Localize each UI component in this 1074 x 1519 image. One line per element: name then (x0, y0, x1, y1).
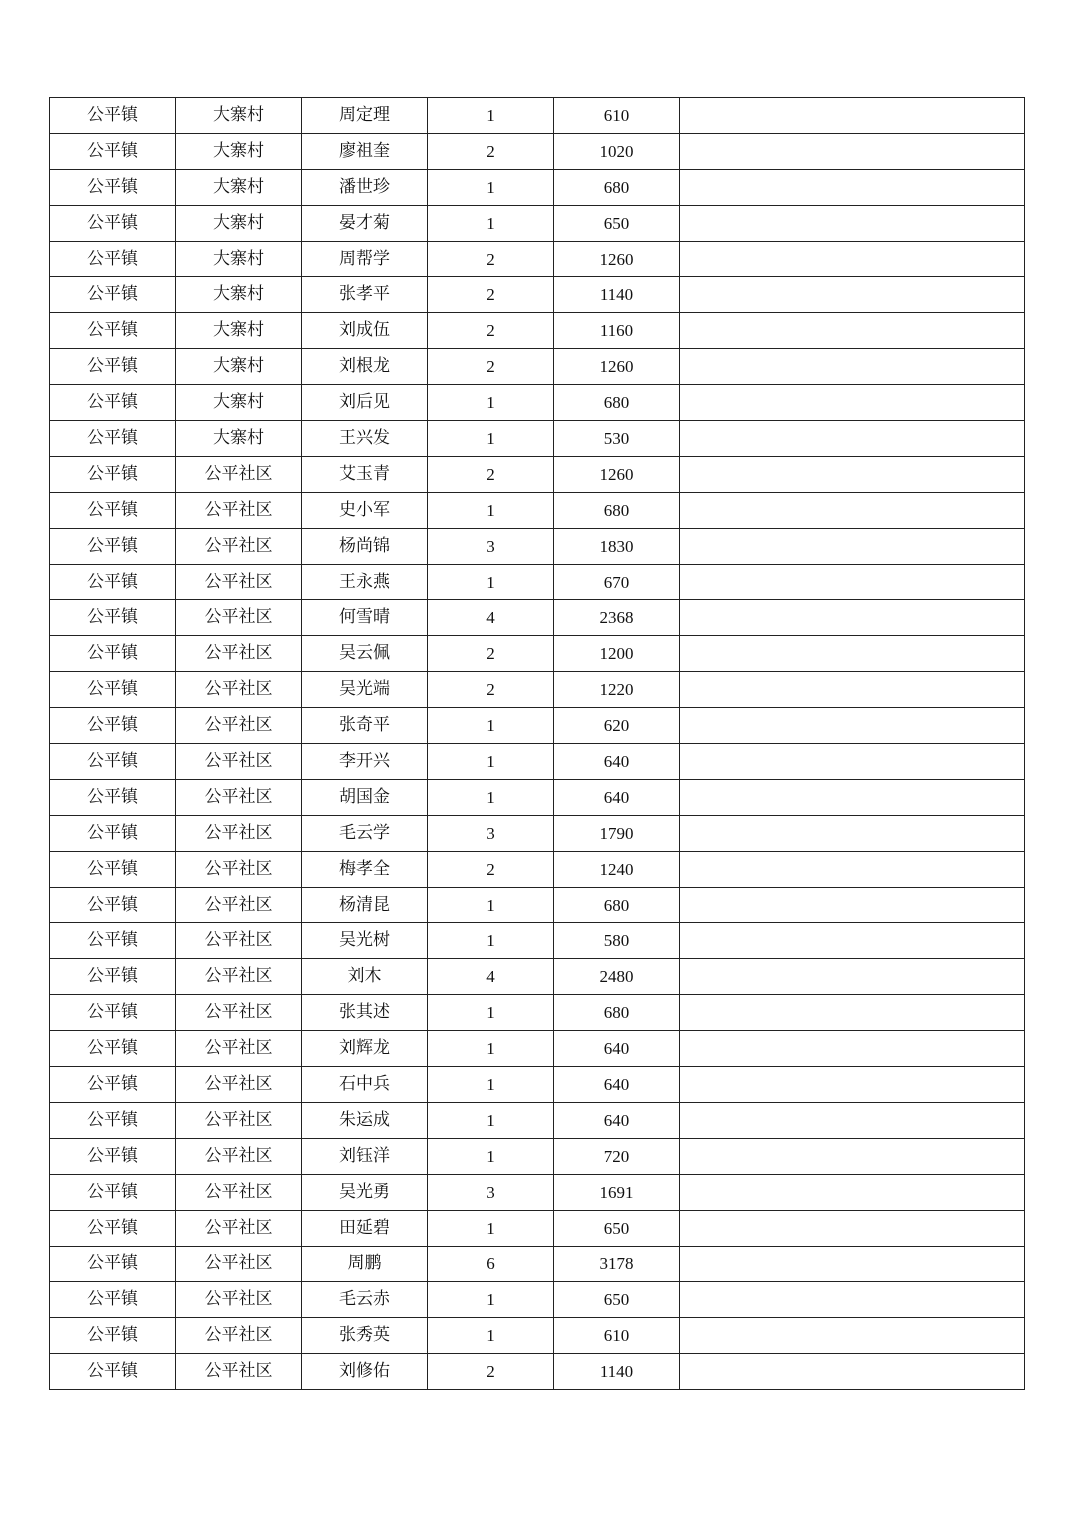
remark-cell (680, 1246, 1025, 1282)
village-cell: 大寨村 (176, 205, 302, 241)
town-cell: 公平镇 (50, 456, 176, 492)
town-cell: 公平镇 (50, 1210, 176, 1246)
count-cell: 2 (428, 1354, 554, 1390)
amount-cell: 1790 (554, 815, 680, 851)
amount-cell: 2368 (554, 600, 680, 636)
table-row (50, 1210, 1025, 1246)
amount-cell: 1260 (554, 241, 680, 277)
table-row (50, 133, 1025, 169)
amount-cell: 1691 (554, 1174, 680, 1210)
table-row (50, 1246, 1025, 1282)
town-cell: 公平镇 (50, 744, 176, 780)
name-cell: 张奇平 (302, 708, 428, 744)
town-cell: 公平镇 (50, 277, 176, 313)
village-cell: 公平社区 (176, 851, 302, 887)
name-cell: 刘根龙 (302, 349, 428, 385)
table-row (50, 492, 1025, 528)
table-row (50, 1354, 1025, 1390)
name-cell: 杨尚锦 (302, 528, 428, 564)
village-cell: 公平社区 (176, 1282, 302, 1318)
count-cell: 2 (428, 313, 554, 349)
amount-cell: 2480 (554, 959, 680, 995)
village-cell: 公平社区 (176, 923, 302, 959)
count-cell: 1 (428, 1210, 554, 1246)
village-cell: 公平社区 (176, 959, 302, 995)
amount-cell: 680 (554, 492, 680, 528)
count-cell: 1 (428, 1138, 554, 1174)
amount-cell: 580 (554, 923, 680, 959)
remark-cell (680, 672, 1025, 708)
name-cell: 毛云学 (302, 815, 428, 851)
name-cell: 刘修佑 (302, 1354, 428, 1390)
count-cell: 1 (428, 421, 554, 457)
count-cell: 1 (428, 1067, 554, 1103)
name-cell: 晏才菊 (302, 205, 428, 241)
remark-cell (680, 887, 1025, 923)
village-cell: 公平社区 (176, 636, 302, 672)
name-cell: 张孝平 (302, 277, 428, 313)
remark-cell (680, 456, 1025, 492)
amount-cell: 720 (554, 1138, 680, 1174)
count-cell: 1 (428, 744, 554, 780)
remark-cell (680, 1210, 1025, 1246)
table-row (50, 205, 1025, 241)
remark-cell (680, 744, 1025, 780)
amount-cell: 680 (554, 995, 680, 1031)
village-cell: 公平社区 (176, 1031, 302, 1067)
remark-cell (680, 385, 1025, 421)
remark-cell (680, 1318, 1025, 1354)
town-cell: 公平镇 (50, 492, 176, 528)
name-cell: 周定理 (302, 98, 428, 134)
remark-cell (680, 851, 1025, 887)
town-cell: 公平镇 (50, 672, 176, 708)
count-cell: 2 (428, 241, 554, 277)
count-cell: 4 (428, 959, 554, 995)
data-table (49, 97, 1025, 1390)
amount-cell: 1140 (554, 1354, 680, 1390)
village-cell: 公平社区 (176, 1354, 302, 1390)
table-row (50, 169, 1025, 205)
town-cell: 公平镇 (50, 1318, 176, 1354)
remark-cell (680, 313, 1025, 349)
count-cell: 1 (428, 564, 554, 600)
village-cell: 公平社区 (176, 708, 302, 744)
village-cell: 公平社区 (176, 887, 302, 923)
name-cell: 吴光勇 (302, 1174, 428, 1210)
town-cell: 公平镇 (50, 1031, 176, 1067)
town-cell: 公平镇 (50, 887, 176, 923)
amount-cell: 650 (554, 205, 680, 241)
village-cell: 公平社区 (176, 815, 302, 851)
town-cell: 公平镇 (50, 1354, 176, 1390)
amount-cell: 1260 (554, 349, 680, 385)
name-cell: 毛云赤 (302, 1282, 428, 1318)
village-cell: 公平社区 (176, 744, 302, 780)
amount-cell: 610 (554, 98, 680, 134)
count-cell: 1 (428, 169, 554, 205)
name-cell: 刘钰洋 (302, 1138, 428, 1174)
name-cell: 刘木 (302, 959, 428, 995)
count-cell: 1 (428, 923, 554, 959)
village-cell: 大寨村 (176, 421, 302, 457)
table-row (50, 1318, 1025, 1354)
remark-cell (680, 1138, 1025, 1174)
table-row (50, 959, 1025, 995)
name-cell: 周鹏 (302, 1246, 428, 1282)
remark-cell (680, 1102, 1025, 1138)
remark-cell (680, 241, 1025, 277)
count-cell: 1 (428, 1318, 554, 1354)
remark-cell (680, 277, 1025, 313)
town-cell: 公平镇 (50, 241, 176, 277)
table-row (50, 421, 1025, 457)
town-cell: 公平镇 (50, 528, 176, 564)
count-cell: 1 (428, 1031, 554, 1067)
remark-cell (680, 528, 1025, 564)
count-cell: 1 (428, 385, 554, 421)
amount-cell: 1140 (554, 277, 680, 313)
count-cell: 2 (428, 349, 554, 385)
village-cell: 大寨村 (176, 349, 302, 385)
remark-cell (680, 564, 1025, 600)
name-cell: 王永燕 (302, 564, 428, 600)
name-cell: 李开兴 (302, 744, 428, 780)
village-cell: 公平社区 (176, 995, 302, 1031)
town-cell: 公平镇 (50, 349, 176, 385)
name-cell: 张秀英 (302, 1318, 428, 1354)
count-cell: 2 (428, 133, 554, 169)
count-cell: 1 (428, 995, 554, 1031)
count-cell: 1 (428, 205, 554, 241)
remark-cell (680, 1067, 1025, 1103)
town-cell: 公平镇 (50, 636, 176, 672)
name-cell: 吴光端 (302, 672, 428, 708)
count-cell: 2 (428, 851, 554, 887)
table-row (50, 708, 1025, 744)
table-row (50, 1102, 1025, 1138)
count-cell: 3 (428, 1174, 554, 1210)
amount-cell: 640 (554, 779, 680, 815)
table-row (50, 672, 1025, 708)
remark-cell (680, 492, 1025, 528)
town-cell: 公平镇 (50, 851, 176, 887)
town-cell: 公平镇 (50, 815, 176, 851)
count-cell: 1 (428, 98, 554, 134)
table-row (50, 456, 1025, 492)
table-row (50, 385, 1025, 421)
count-cell: 4 (428, 600, 554, 636)
amount-cell: 1020 (554, 133, 680, 169)
count-cell: 2 (428, 672, 554, 708)
village-cell: 大寨村 (176, 277, 302, 313)
count-cell: 3 (428, 815, 554, 851)
village-cell: 大寨村 (176, 169, 302, 205)
remark-cell (680, 600, 1025, 636)
amount-cell: 1260 (554, 456, 680, 492)
name-cell: 田延碧 (302, 1210, 428, 1246)
village-cell: 公平社区 (176, 1246, 302, 1282)
town-cell: 公平镇 (50, 995, 176, 1031)
table-row (50, 564, 1025, 600)
table-body (50, 98, 1025, 1390)
remark-cell (680, 98, 1025, 134)
name-cell: 周帮学 (302, 241, 428, 277)
town-cell: 公平镇 (50, 1102, 176, 1138)
village-cell: 大寨村 (176, 313, 302, 349)
name-cell: 梅孝全 (302, 851, 428, 887)
remark-cell (680, 1282, 1025, 1318)
table-row (50, 851, 1025, 887)
town-cell: 公平镇 (50, 1246, 176, 1282)
village-cell: 公平社区 (176, 456, 302, 492)
table-row (50, 98, 1025, 134)
remark-cell (680, 205, 1025, 241)
town-cell: 公平镇 (50, 421, 176, 457)
town-cell: 公平镇 (50, 779, 176, 815)
town-cell: 公平镇 (50, 313, 176, 349)
village-cell: 公平社区 (176, 1210, 302, 1246)
village-cell: 公平社区 (176, 1318, 302, 1354)
town-cell: 公平镇 (50, 1138, 176, 1174)
amount-cell: 1220 (554, 672, 680, 708)
count-cell: 1 (428, 1102, 554, 1138)
table-row (50, 1067, 1025, 1103)
table-row (50, 277, 1025, 313)
village-cell: 公平社区 (176, 1067, 302, 1103)
amount-cell: 640 (554, 1067, 680, 1103)
name-cell: 刘成伍 (302, 313, 428, 349)
remark-cell (680, 1174, 1025, 1210)
town-cell: 公平镇 (50, 959, 176, 995)
name-cell: 吴光树 (302, 923, 428, 959)
amount-cell: 530 (554, 421, 680, 457)
remark-cell (680, 779, 1025, 815)
name-cell: 刘辉龙 (302, 1031, 428, 1067)
amount-cell: 680 (554, 385, 680, 421)
village-cell: 大寨村 (176, 385, 302, 421)
village-cell: 大寨村 (176, 241, 302, 277)
amount-cell: 3178 (554, 1246, 680, 1282)
remark-cell (680, 1354, 1025, 1390)
town-cell: 公平镇 (50, 169, 176, 205)
count-cell: 2 (428, 636, 554, 672)
village-cell: 公平社区 (176, 1102, 302, 1138)
table-row (50, 349, 1025, 385)
count-cell: 2 (428, 277, 554, 313)
count-cell: 6 (428, 1246, 554, 1282)
village-cell: 大寨村 (176, 133, 302, 169)
name-cell: 朱运成 (302, 1102, 428, 1138)
town-cell: 公平镇 (50, 923, 176, 959)
town-cell: 公平镇 (50, 205, 176, 241)
village-cell: 公平社区 (176, 564, 302, 600)
table-row (50, 241, 1025, 277)
table-row (50, 1282, 1025, 1318)
count-cell: 1 (428, 1282, 554, 1318)
table-row (50, 995, 1025, 1031)
count-cell: 3 (428, 528, 554, 564)
village-cell: 公平社区 (176, 779, 302, 815)
table-row (50, 600, 1025, 636)
name-cell: 何雪晴 (302, 600, 428, 636)
village-cell: 公平社区 (176, 1174, 302, 1210)
name-cell: 胡国金 (302, 779, 428, 815)
table-row (50, 744, 1025, 780)
name-cell: 史小军 (302, 492, 428, 528)
town-cell: 公平镇 (50, 98, 176, 134)
town-cell: 公平镇 (50, 564, 176, 600)
name-cell: 张其述 (302, 995, 428, 1031)
table-row (50, 1138, 1025, 1174)
amount-cell: 640 (554, 744, 680, 780)
amount-cell: 640 (554, 1102, 680, 1138)
village-cell: 公平社区 (176, 492, 302, 528)
table-row (50, 636, 1025, 672)
amount-cell: 650 (554, 1210, 680, 1246)
remark-cell (680, 923, 1025, 959)
amount-cell: 1830 (554, 528, 680, 564)
remark-cell (680, 133, 1025, 169)
name-cell: 艾玉青 (302, 456, 428, 492)
amount-cell: 670 (554, 564, 680, 600)
name-cell: 刘后见 (302, 385, 428, 421)
remark-cell (680, 1031, 1025, 1067)
table-row (50, 528, 1025, 564)
village-cell: 公平社区 (176, 1138, 302, 1174)
remark-cell (680, 995, 1025, 1031)
remark-cell (680, 636, 1025, 672)
amount-cell: 1200 (554, 636, 680, 672)
name-cell: 廖祖奎 (302, 133, 428, 169)
count-cell: 1 (428, 492, 554, 528)
village-cell: 公平社区 (176, 528, 302, 564)
amount-cell: 1240 (554, 851, 680, 887)
table-row (50, 815, 1025, 851)
town-cell: 公平镇 (50, 1067, 176, 1103)
town-cell: 公平镇 (50, 1282, 176, 1318)
name-cell: 潘世珍 (302, 169, 428, 205)
count-cell: 1 (428, 708, 554, 744)
town-cell: 公平镇 (50, 133, 176, 169)
village-cell: 公平社区 (176, 600, 302, 636)
village-cell: 公平社区 (176, 672, 302, 708)
amount-cell: 680 (554, 169, 680, 205)
amount-cell: 610 (554, 1318, 680, 1354)
village-cell: 大寨村 (176, 98, 302, 134)
remark-cell (680, 815, 1025, 851)
amount-cell: 680 (554, 887, 680, 923)
name-cell: 石中兵 (302, 1067, 428, 1103)
table-row (50, 1174, 1025, 1210)
table-row (50, 1031, 1025, 1067)
count-cell: 1 (428, 887, 554, 923)
remark-cell (680, 349, 1025, 385)
amount-cell: 640 (554, 1031, 680, 1067)
remark-cell (680, 421, 1025, 457)
table-row (50, 313, 1025, 349)
remark-cell (680, 708, 1025, 744)
remark-cell (680, 959, 1025, 995)
name-cell: 吴云佩 (302, 636, 428, 672)
table-row (50, 779, 1025, 815)
count-cell: 2 (428, 456, 554, 492)
town-cell: 公平镇 (50, 600, 176, 636)
name-cell: 杨清昆 (302, 887, 428, 923)
name-cell: 王兴发 (302, 421, 428, 457)
remark-cell (680, 169, 1025, 205)
amount-cell: 650 (554, 1282, 680, 1318)
table-row (50, 887, 1025, 923)
count-cell: 1 (428, 779, 554, 815)
town-cell: 公平镇 (50, 1174, 176, 1210)
amount-cell: 620 (554, 708, 680, 744)
town-cell: 公平镇 (50, 708, 176, 744)
town-cell: 公平镇 (50, 385, 176, 421)
table-row (50, 923, 1025, 959)
amount-cell: 1160 (554, 313, 680, 349)
